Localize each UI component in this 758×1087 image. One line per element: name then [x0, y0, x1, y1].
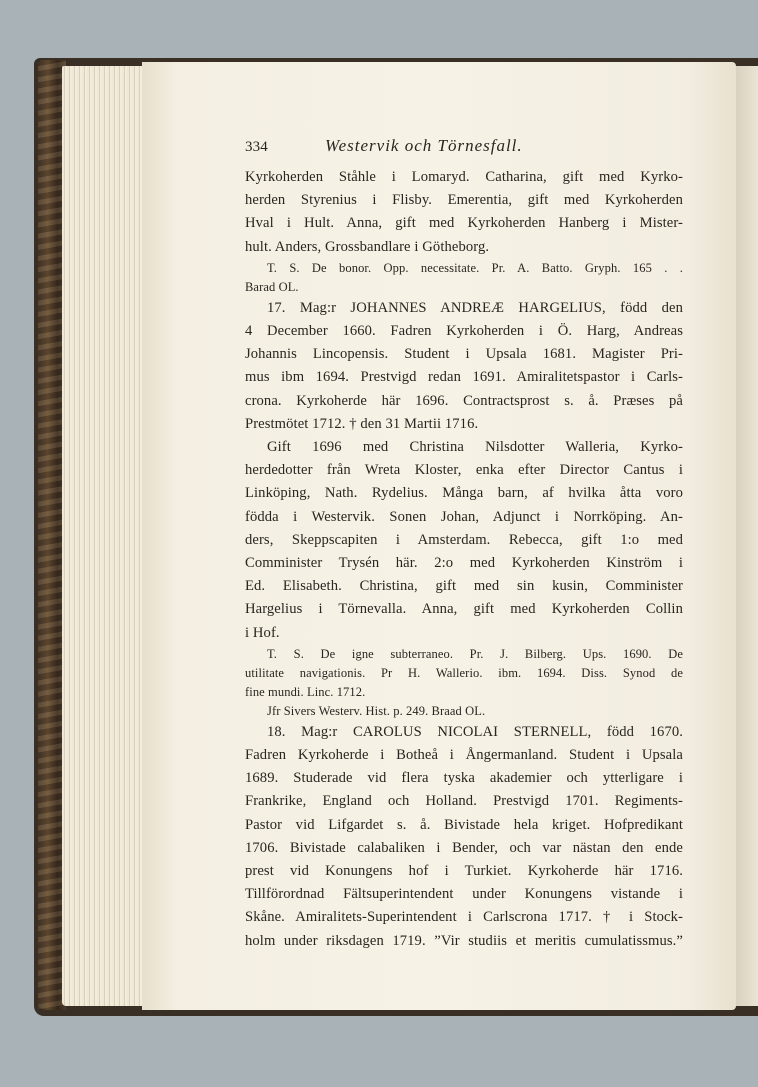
text-line: Linköping, Nath. Rydelius. Många barn, af hvilka åtta voro — [245, 485, 683, 502]
text-line: Hval i Hult. Anna, gift med Kyrkoherden Hanberg i Mister- — [245, 215, 683, 232]
text-line: herdedotter från Wreta Kloster, enka efter Director Cantus i — [245, 462, 683, 479]
text-line: 4 December 1660. Fadren Kyrkoherden i Ö. Harg, Andreas — [245, 323, 683, 340]
text-line: crona. Kyrkoherde här 1696. Contractsprost s. å. Præses på — [245, 392, 683, 409]
text-line: Ed. Elisabeth. Christina, gift med sin kusin, Comminister — [245, 578, 683, 595]
text-line: Skåne. Amiralitets-Superintendent i Carlscrona 1717. † i Stock- — [245, 909, 683, 926]
text-line: Tillförordnad Fältsuperintendent under Konungens vistande i — [245, 886, 683, 903]
text-line: Comminister Trysén här. 2:o med Kyrkoherden Kinström i — [245, 555, 683, 572]
text-line: Johannis Lincopensis. Student i Upsala 1681. Magister Pri- — [245, 346, 683, 363]
page-number: 334 — [245, 139, 268, 155]
text-body — [245, 166, 683, 953]
facing-page-edge — [734, 66, 758, 1006]
text-line: 1689. Studerade vid flera tyska akademier och ytterligare i — [245, 770, 683, 787]
page-content — [245, 134, 683, 953]
text-line: i Hof. — [245, 624, 280, 641]
text-line: Gift 1696 med Christina Nilsdotter Walleria, Kyrko- — [267, 439, 683, 456]
text-line: Barad OL. — [245, 279, 299, 294]
text-line: fine mundi. Linc. 1712. — [245, 684, 366, 699]
page-stack — [62, 66, 152, 1006]
text-line: 17. Mag:r JOHANNES ANDREÆ HARGELIUS, född den — [267, 299, 683, 316]
text-line: 1706. Bivistade calabaliken i Bender, och var nästan den ende — [245, 839, 683, 856]
text-line: Jfr Sivers Westerv. Hist. p. 249. Braad OL. — [267, 703, 486, 718]
text-line: prest vid Konungens hof i Turkiet. Kyrkoherde här 1716. — [245, 863, 683, 880]
text-line: Pastor vid Lifgardet s. å. Bivistade hela kriget. Hofpredikant — [245, 816, 683, 833]
text-line: 18. Mag:r CAROLUS NICOLAI STERNELL, född 1670. — [267, 723, 683, 740]
text-line: herden Styrenius i Flisby. Emerentia, gift med Kyrkoherden — [245, 192, 683, 209]
text-line: mus ibm 1694. Prestvigd redan 1691. Amiralitetspastor i Carls- — [245, 369, 683, 386]
text-line: utilitate navigationis. Pr H. Wallerio. ibm. 1694. Diss. Synod de — [245, 665, 683, 680]
text-line: T. S. De bonor. Opp. necessitate. Pr. A. Batto. Gryph. 165 . . — [267, 260, 683, 275]
text-line: Fadren Kyrkoherde i Botheå i Ångermanland. Student i Upsala — [245, 747, 683, 764]
text-line: Prestmötet 1712. † den 31 Martii 1716. — [245, 415, 479, 432]
text-line: hult. Anders, Grossbandlare i Götheborg. — [245, 238, 490, 255]
text-line: Kyrkoherden Ståhle i Lomaryd. Catharina, gift med Kyrko- — [245, 169, 683, 185]
text-line: födda i Westervik. Sonen Johan, Adjunct i Norrköping. An- — [245, 508, 683, 525]
page-header — [245, 134, 683, 166]
text-line: ders, Skeppscapiten i Amsterdam. Rebecca, gift 1:o med — [245, 531, 683, 548]
text-line: Frankrike, England och Holland. Prestvigd 1701. Regiments- — [245, 793, 683, 810]
text-line: T. S. De igne subterraneo. Pr. J. Bilberg. Ups. 1690. De — [267, 646, 683, 661]
text-line: Hargelius i Törnevalla. Anna, gift med Kyrkoherden Collin — [245, 601, 683, 618]
text-line: holm under riksdagen 1719. ”Vir studiis et meritis cumulatissmus.” — [245, 932, 683, 949]
running-title: Westervik och Törnesfall. — [325, 136, 523, 155]
